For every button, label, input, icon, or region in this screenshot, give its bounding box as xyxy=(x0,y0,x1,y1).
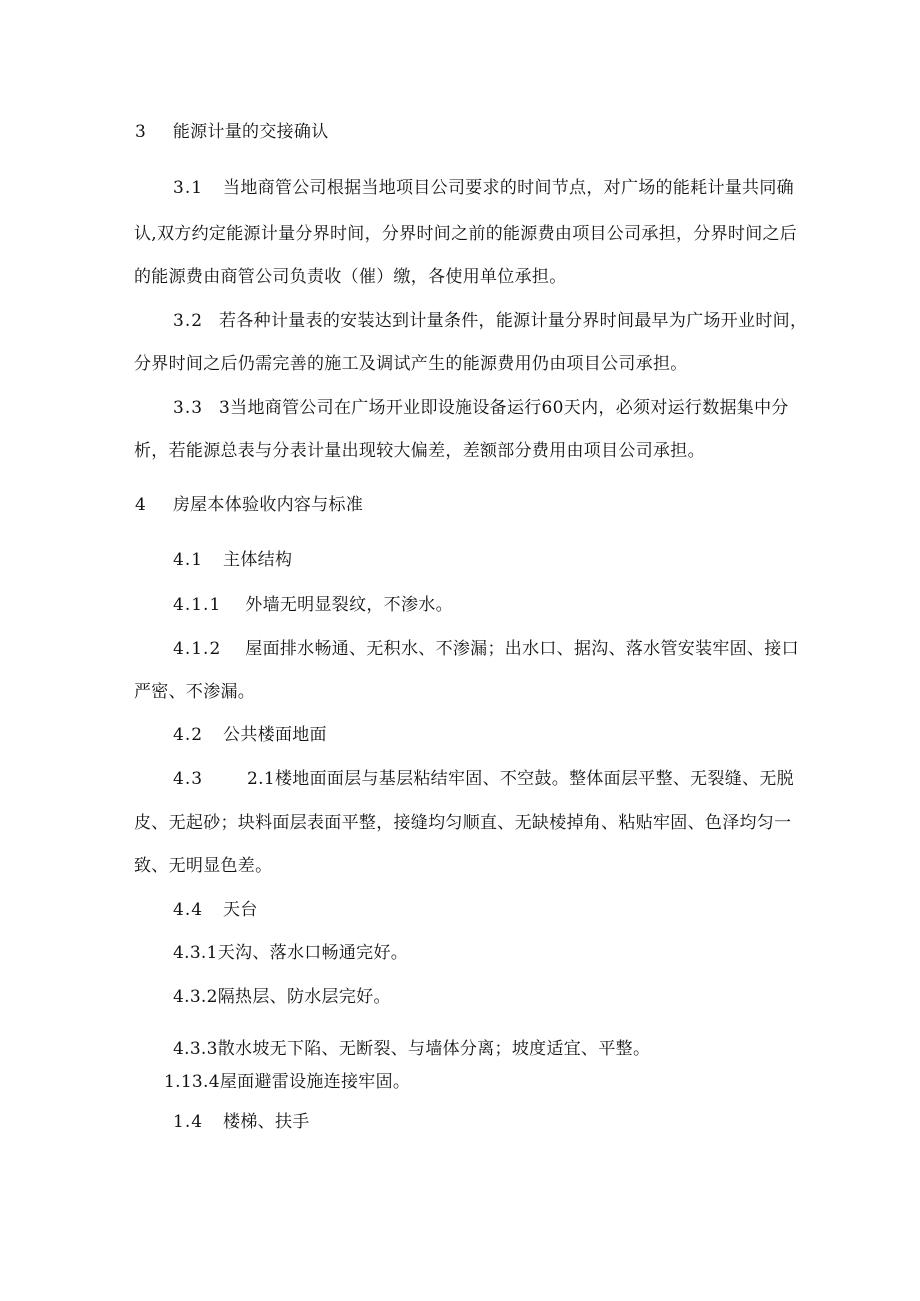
clause-4-1-2-line-1 xyxy=(173,641,799,658)
clause-text: 若各种计量表的安装达到计量条件，能源计量分界时间最早为广场开业时间， xyxy=(219,311,808,331)
clause-number: 4.1 xyxy=(173,550,204,570)
clause-number: 4.1.1 xyxy=(173,595,222,615)
clause-4-3-1: 4.3.1天沟、落水口畅通完好。 xyxy=(173,943,409,963)
clause-number: 3.3 xyxy=(173,398,204,418)
clause-4-3-3: 4.3.3散水坡无下陷、无断裂、与墙体分离；坡度适宜、平整。 xyxy=(173,1039,651,1059)
section-number: 4 xyxy=(135,495,147,515)
section-4-heading xyxy=(135,497,363,514)
clause-3-1-line-3: 的能源费由商管公司负责收（催）缴，各使用单位承担。 xyxy=(134,267,567,287)
clause-4-3-line-3: 致、无明显色差。 xyxy=(134,856,273,876)
clause-number: 4.4 xyxy=(173,900,204,920)
clause-number: 4.1.2 xyxy=(173,639,222,659)
clause-text: 2.1楼地面面层与基层粘结牢固、不空鼓。整体面层平整、无裂缝、无脱 xyxy=(247,769,794,789)
clause-text: 外墙无明显裂纹，不渗水。 xyxy=(245,595,453,615)
clause-4-3-line-1 xyxy=(173,771,794,788)
clause-4-2-heading xyxy=(173,727,327,744)
section-number: 3 xyxy=(135,122,147,142)
clause-1-4-heading xyxy=(173,1114,310,1131)
clause-number: 3.1 xyxy=(173,178,204,198)
clause-3-2-line-2: 分界时间之后仍需完善的施工及调试产生的能源费用仍由项目公司承担。 xyxy=(134,354,688,374)
section-title: 房屋本体验收内容与标准 xyxy=(172,495,364,515)
clause-3-1-line-1 xyxy=(173,180,794,197)
clause-number: 4.3 xyxy=(173,769,204,789)
clause-4-1-2-line-2: 严密、不渗漏。 xyxy=(134,682,256,702)
clause-title: 主体结构 xyxy=(223,550,293,570)
clause-3-3-line-2: 析，若能源总表与分表计量出现较大偏差，差额部分费用由项目公司承担。 xyxy=(134,441,705,461)
clause-4-1-1 xyxy=(173,597,453,614)
clause-4-1-heading xyxy=(173,552,292,569)
clause-number: 4.2 xyxy=(173,725,204,745)
clause-3-3-line-1 xyxy=(173,400,789,417)
section-title: 能源计量的交接确认 xyxy=(172,122,329,142)
clause-number: 1.4 xyxy=(173,1112,204,1132)
clause-4-4-heading xyxy=(173,902,258,919)
clause-title: 楼梯、扶手 xyxy=(223,1112,310,1132)
section-3-heading xyxy=(135,124,329,141)
clause-title: 公共楼面地面 xyxy=(223,725,327,745)
clause-4-3-2: 4.3.2隔热层、防水层完好。 xyxy=(173,987,391,1007)
clause-number: 3.2 xyxy=(173,311,204,331)
clause-text: 当地商管公司根据当地项目公司要求的时间节点，对广场的能耗计量共同确 xyxy=(223,178,794,198)
clause-text: 屋面排水畅通、无积水、不渗漏；出水口、据沟、落水管安装牢固、接口 xyxy=(245,639,799,659)
clause-text: 3当地商管公司在广场开业即设施设备运行60天内，必须对运行数据集中分 xyxy=(219,398,789,418)
clause-3-1-line-2: 认,双方约定能源计量分界时间，分界时间之前的能源费由项目公司承担，分界时间之后 xyxy=(134,224,798,244)
clause-4-3-line-2: 皮、无起砂；块料面层表面平整，接缝均匀顺直、无缺棱掉角、粘贴牢固、色泽均匀一 xyxy=(134,813,792,833)
clause-3-2-line-1 xyxy=(173,313,807,330)
clause-title: 天台 xyxy=(223,900,258,920)
clause-1-13-4: 1.13.4屋面避雷设施连接牢固。 xyxy=(164,1072,411,1092)
